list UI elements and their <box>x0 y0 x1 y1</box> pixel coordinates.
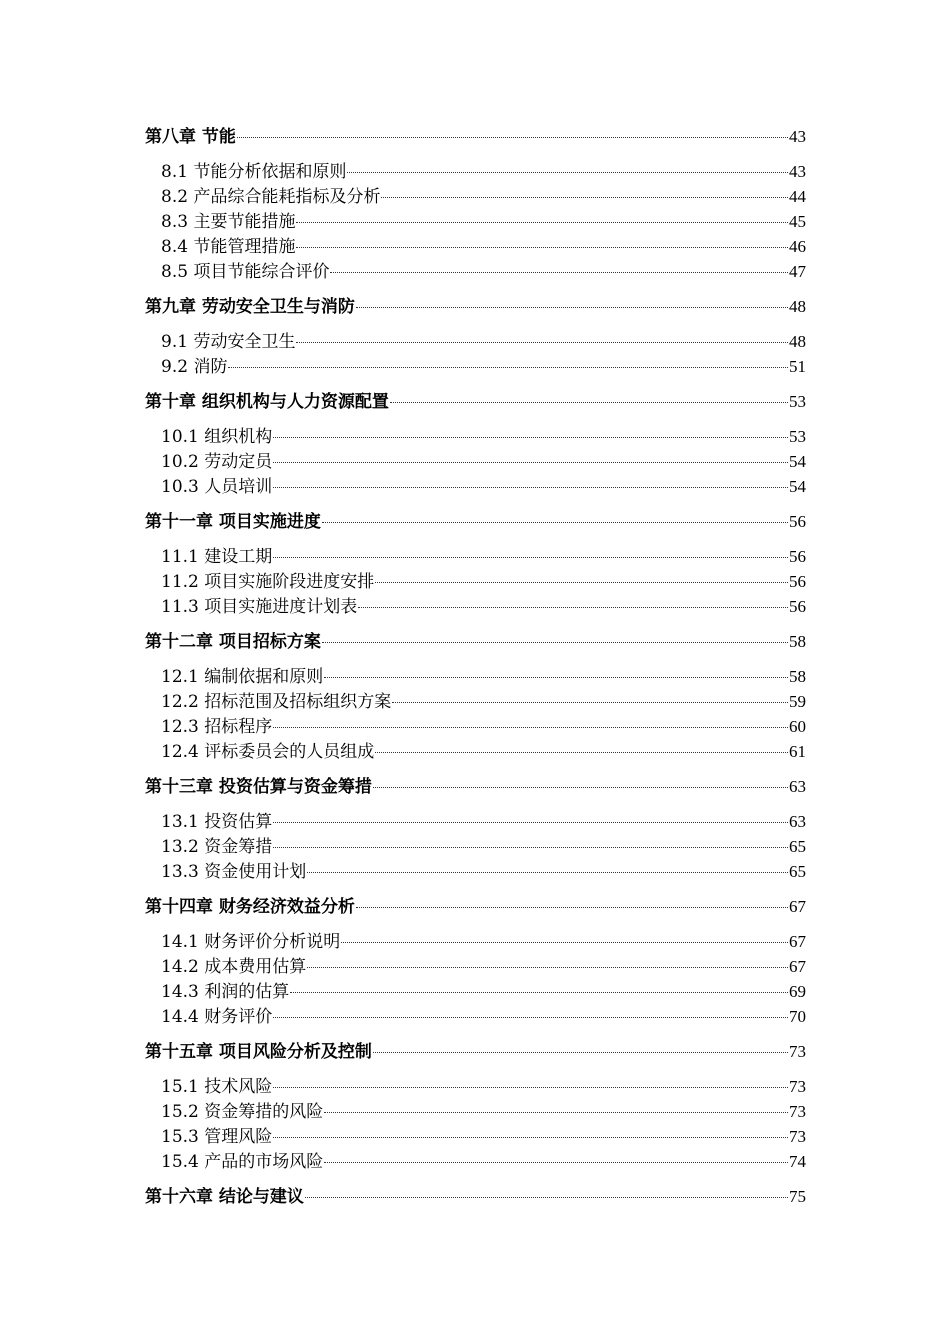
section-page-number: 48 <box>789 332 806 351</box>
dot-leader <box>356 307 788 308</box>
dot-leader <box>307 967 788 968</box>
dot-leader <box>290 992 788 993</box>
dot-leader <box>228 367 788 368</box>
dot-leader <box>322 642 788 643</box>
toc-section-entry[interactable] <box>145 209 806 234</box>
chapter-page-number: 48 <box>789 297 806 316</box>
section-title: 8.5 项目节能综合评价 <box>161 262 330 282</box>
table-of-contents <box>145 124 806 1209</box>
section-page-number: 51 <box>789 357 806 376</box>
section-title: 12.2 招标范围及招标组织方案 <box>161 692 392 712</box>
toc-section-entry[interactable] <box>145 1074 806 1099</box>
dot-leader <box>373 787 788 788</box>
chapter-title: 第十二章 项目招标方案 <box>145 632 321 652</box>
section-page-number: 74 <box>789 1152 806 1171</box>
toc-section-entry[interactable] <box>145 954 806 979</box>
dot-leader <box>373 1052 788 1053</box>
section-title: 14.1 财务评价分析说明 <box>161 932 341 952</box>
dot-leader <box>296 247 788 248</box>
section-title: 8.1 节能分析依据和原则 <box>161 162 347 182</box>
chapter-page-number: 58 <box>789 632 806 651</box>
toc-section-entry[interactable] <box>145 1004 806 1029</box>
dot-leader <box>324 1112 788 1113</box>
toc-chapter-entry[interactable] <box>145 294 806 319</box>
section-page-number: 61 <box>789 742 806 761</box>
section-page-number: 65 <box>789 837 806 856</box>
section-title: 14.2 成本费用估算 <box>161 957 307 977</box>
dot-leader <box>324 677 788 678</box>
chapter-page-number: 67 <box>789 897 806 916</box>
dot-leader <box>273 1087 788 1088</box>
section-page-number: 67 <box>789 957 806 976</box>
chapter-title: 第十三章 投资估算与资金筹措 <box>145 777 372 797</box>
section-page-number: 69 <box>789 982 806 1001</box>
toc-chapter-entry[interactable] <box>145 509 806 534</box>
dot-leader <box>322 522 788 523</box>
section-page-number: 73 <box>789 1127 806 1146</box>
section-title: 13.1 投资估算 <box>161 812 273 832</box>
toc-section-entry[interactable] <box>145 689 806 714</box>
chapter-title: 第八章 节能 <box>145 127 236 147</box>
chapter-title: 第十六章 结论与建议 <box>145 1187 304 1207</box>
chapter-title: 第十四章 财务经济效益分析 <box>145 897 355 917</box>
toc-section-entry[interactable] <box>145 1149 806 1174</box>
dot-leader <box>273 462 788 463</box>
section-page-number: 47 <box>789 262 806 281</box>
section-title: 14.3 利润的估算 <box>161 982 290 1002</box>
dot-leader <box>347 172 788 173</box>
toc-chapter-entry[interactable] <box>145 629 806 654</box>
section-page-number: 65 <box>789 862 806 881</box>
chapter-page-number: 75 <box>789 1187 806 1206</box>
section-title: 8.2 产品综合能耗指标及分析 <box>161 187 381 207</box>
toc-chapter-entry[interactable] <box>145 1039 806 1064</box>
dot-leader <box>390 402 788 403</box>
dot-leader <box>273 437 788 438</box>
section-page-number: 53 <box>789 427 806 446</box>
dot-leader <box>273 1017 788 1018</box>
chapter-page-number: 56 <box>789 512 806 531</box>
chapter-page-number: 53 <box>789 392 806 411</box>
dot-leader <box>375 582 788 583</box>
section-title: 10.2 劳动定员 <box>161 452 273 472</box>
section-title: 15.4 产品的市场风险 <box>161 1152 324 1172</box>
toc-section-entry[interactable] <box>145 979 806 1004</box>
section-title: 12.4 评标委员会的人员组成 <box>161 742 375 762</box>
dot-leader <box>273 822 788 823</box>
toc-section-entry[interactable] <box>145 569 806 594</box>
dot-leader <box>296 342 788 343</box>
chapter-page-number: 63 <box>789 777 806 796</box>
dot-leader <box>324 1162 788 1163</box>
section-title: 9.2 消防 <box>161 357 228 377</box>
chapter-title: 第十章 组织机构与人力资源配置 <box>145 392 389 412</box>
toc-section-entry[interactable] <box>145 544 806 569</box>
dot-leader <box>307 872 788 873</box>
toc-section-entry[interactable] <box>145 184 806 209</box>
section-title: 15.3 管理风险 <box>161 1127 273 1147</box>
dot-leader <box>392 702 788 703</box>
section-page-number: 43 <box>789 162 806 181</box>
section-title: 11.1 建设工期 <box>161 547 273 567</box>
section-page-number: 46 <box>789 237 806 256</box>
toc-chapter-entry[interactable] <box>145 1184 806 1209</box>
dot-leader <box>273 487 788 488</box>
toc-section-entry[interactable] <box>145 664 806 689</box>
dot-leader <box>273 727 788 728</box>
section-page-number: 54 <box>789 452 806 471</box>
toc-section-entry[interactable] <box>145 259 806 284</box>
dot-leader <box>273 847 788 848</box>
section-page-number: 56 <box>789 547 806 566</box>
toc-section-entry[interactable] <box>145 354 806 379</box>
toc-chapter-entry[interactable] <box>145 774 806 799</box>
section-title: 10.3 人员培训 <box>161 477 273 497</box>
toc-section-entry[interactable] <box>145 1124 806 1149</box>
dot-leader <box>375 752 788 753</box>
toc-section-entry[interactable] <box>145 424 806 449</box>
toc-section-entry[interactable] <box>145 859 806 884</box>
dot-leader <box>305 1197 788 1198</box>
section-title: 11.2 项目实施阶段进度安排 <box>161 572 375 592</box>
section-page-number: 56 <box>789 572 806 591</box>
dot-leader <box>381 197 788 198</box>
section-page-number: 73 <box>789 1077 806 1096</box>
dot-leader <box>273 557 788 558</box>
section-title: 14.4 财务评价 <box>161 1007 273 1027</box>
chapter-page-number: 43 <box>789 127 806 146</box>
section-title: 15.1 技术风险 <box>161 1077 273 1097</box>
section-title: 9.1 劳动安全卫生 <box>161 332 296 352</box>
toc-section-entry[interactable] <box>145 929 806 954</box>
toc-section-entry[interactable] <box>145 594 806 619</box>
section-title: 12.1 编制依据和原则 <box>161 667 324 687</box>
toc-chapter-entry[interactable] <box>145 894 806 919</box>
section-page-number: 73 <box>789 1102 806 1121</box>
section-title: 12.3 招标程序 <box>161 717 273 737</box>
toc-section-entry[interactable] <box>145 739 806 764</box>
toc-section-entry[interactable] <box>145 1099 806 1124</box>
section-title: 8.4 节能管理措施 <box>161 237 296 257</box>
toc-chapter-entry[interactable] <box>145 389 806 414</box>
section-page-number: 60 <box>789 717 806 736</box>
dot-leader <box>237 137 788 138</box>
section-title: 15.2 资金筹措的风险 <box>161 1102 324 1122</box>
toc-section-entry[interactable] <box>145 449 806 474</box>
section-page-number: 58 <box>789 667 806 686</box>
section-page-number: 54 <box>789 477 806 496</box>
section-title: 13.3 资金使用计划 <box>161 862 307 882</box>
toc-section-entry[interactable] <box>145 159 806 184</box>
dot-leader <box>358 607 788 608</box>
toc-section-entry[interactable] <box>145 834 806 859</box>
toc-section-entry[interactable] <box>145 234 806 259</box>
section-title: 8.3 主要节能措施 <box>161 212 296 232</box>
dot-leader <box>356 907 788 908</box>
toc-section-entry[interactable] <box>145 809 806 834</box>
section-page-number: 44 <box>789 187 806 206</box>
toc-section-entry[interactable] <box>145 714 806 739</box>
chapter-page-number: 73 <box>789 1042 806 1061</box>
dot-leader <box>273 1137 788 1138</box>
section-title: 13.2 资金筹措 <box>161 837 273 857</box>
dot-leader <box>341 942 788 943</box>
chapter-title: 第十五章 项目风险分析及控制 <box>145 1042 372 1062</box>
dot-leader <box>296 222 788 223</box>
section-page-number: 70 <box>789 1007 806 1026</box>
section-title: 10.1 组织机构 <box>161 427 273 447</box>
section-title: 11.3 项目实施进度计划表 <box>161 597 358 617</box>
dot-leader <box>330 272 788 273</box>
section-page-number: 63 <box>789 812 806 831</box>
chapter-title: 第十一章 项目实施进度 <box>145 512 321 532</box>
toc-section-entry[interactable] <box>145 329 806 354</box>
section-page-number: 45 <box>789 212 806 231</box>
section-page-number: 56 <box>789 597 806 616</box>
toc-chapter-entry[interactable] <box>145 124 806 149</box>
chapter-title: 第九章 劳动安全卫生与消防 <box>145 297 355 317</box>
toc-section-entry[interactable] <box>145 474 806 499</box>
section-page-number: 59 <box>789 692 806 711</box>
section-page-number: 67 <box>789 932 806 951</box>
